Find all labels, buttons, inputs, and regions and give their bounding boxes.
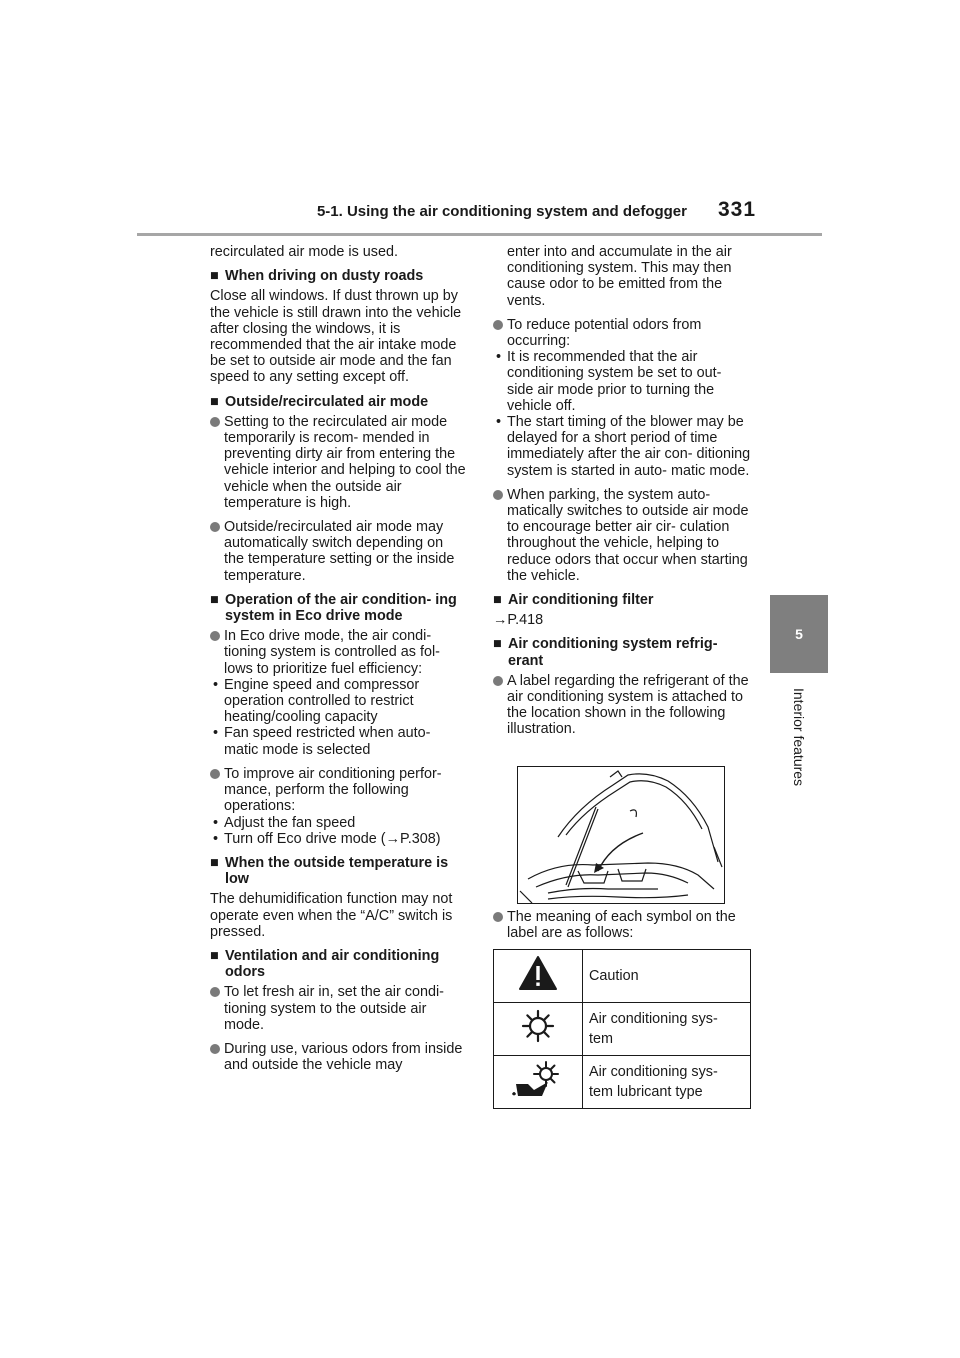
open-hood-drawing	[518, 767, 724, 903]
symbol-label: Air conditioning sys- tem lubricant type	[583, 1056, 751, 1109]
low-temp-body: The dehumidification function may not operate even when the “A/C” switch is pressed.	[210, 891, 453, 940]
list-item: The meaning of each symbol on the label are as follows:	[493, 909, 751, 941]
sub-list-item: • The start timing of the blower may be delayed for a short period of time immediately after the air con- ditioning system is started in auto- matic mode.	[496, 414, 751, 479]
right-column	[493, 244, 751, 746]
hood-illustration	[517, 766, 725, 904]
square-bullet-icon: ■	[210, 591, 219, 608]
list-item: In Eco drive mode, the air condi- tioning system is controlled as fol- lows to prioritize fuel efficiency:	[210, 628, 466, 677]
circle-bullet-icon	[493, 676, 503, 686]
heading-outside-recirc: ■ Outside/recirculated air mode	[210, 393, 429, 410]
list-item: When parking, the system auto- matically switches to outside air mode to encourage better air cir- culation throughout the vehicle, helping to reduce odors that occur when starting the vehicle.	[493, 487, 751, 584]
snowflake-icon	[494, 1003, 583, 1056]
square-bullet-icon: ■	[493, 636, 502, 653]
circle-bullet-icon	[210, 769, 220, 779]
heading-eco-mode: ■ Operation of the air condition- ing system in Eco drive mode	[210, 591, 457, 625]
square-bullet-icon: ■	[210, 947, 219, 964]
page-reference-link[interactable]: P.418	[507, 612, 544, 629]
circle-bullet-icon	[210, 987, 220, 997]
circle-bullet-icon	[210, 522, 220, 532]
header-rule	[137, 233, 822, 236]
chapter-tab[interactable]	[770, 595, 828, 673]
sub-list-item: • It is recommended that the air conditioning system be set to out- side air mode prior to turning the vehicle off.	[496, 349, 722, 414]
list-item: During use, various odors from inside and outside the vehicle may	[210, 1041, 466, 1073]
page-number: 331	[718, 198, 757, 221]
list-item: To reduce potential odors from occurring:	[493, 317, 751, 349]
list-item: Outside/recirculated air mode may automatically switch depending on the temperature setting or the inside temperature.	[210, 519, 466, 584]
sub-list-item: • Adjust the fan speed	[213, 814, 356, 831]
symbols-intro-block	[493, 909, 751, 949]
section-title: 5-1. Using the air conditioning system and defogger	[316, 203, 687, 220]
table-row	[494, 950, 751, 1003]
page-reference-link[interactable]: P.308)	[399, 830, 441, 847]
symbol-label: Caution	[583, 950, 751, 1003]
arrow-right-icon: →	[385, 830, 400, 847]
intro-text: recirculated air mode is used.	[210, 244, 398, 260]
list-item: A label regarding the refrigerant of the air conditioning system is attached to the location shown in the following illustration.	[493, 673, 751, 738]
heading-low-temp: ■ When the outside temperature is low	[210, 854, 449, 888]
sub-list-item: • Turn off Eco drive mode (→P.308)	[213, 830, 441, 847]
square-bullet-icon: ■	[210, 854, 219, 871]
symbols-table	[493, 949, 751, 1109]
list-item: To let fresh air in, set the air condi- tioning system to the outside air mode.	[210, 984, 466, 1033]
circle-bullet-icon	[210, 631, 220, 641]
circle-bullet-icon	[210, 417, 220, 427]
sub-list-item: • Fan speed restricted when auto- matic mode is selected	[213, 725, 431, 758]
left-column	[210, 244, 466, 1081]
list-item: To improve air conditioning perfor- mance, perform the following operations:	[210, 766, 466, 815]
heading-filter: ■ Air conditioning filter	[493, 592, 654, 609]
chapter-number: 5	[795, 626, 803, 642]
square-bullet-icon: ■	[210, 393, 219, 410]
circle-bullet-icon	[210, 1044, 220, 1054]
heading-odors: ■ Ventilation and air conditioning odors	[210, 947, 440, 981]
heading-refrigerant: ■ Air conditioning system refrig- erant	[493, 636, 718, 669]
symbol-label: Air conditioning sys- tem	[583, 1003, 751, 1056]
oil-can-snowflake-icon	[494, 1056, 583, 1109]
square-bullet-icon: ■	[210, 268, 219, 285]
heading-dusty-roads: ■ When driving on dusty roads	[210, 268, 424, 285]
filter-reference	[493, 612, 751, 628]
odors-continued: enter into and accumulate in the air conditioning system. This may then cause odor to be emitted from the vents.	[507, 244, 732, 309]
square-bullet-icon: ■	[493, 592, 502, 609]
circle-bullet-icon	[493, 320, 503, 330]
dusty-roads-body: Close all windows. If dust thrown up by the vehicle is still drawn into the vehicle after closing the windows, it is recommended that the air intake mode be set to outside air mode and the fan speed to any setting except off.	[210, 288, 462, 386]
table-row	[494, 1056, 751, 1109]
arrow-right-icon: →	[493, 612, 508, 629]
circle-bullet-icon	[493, 490, 503, 500]
list-item: Setting to the recirculated air mode temporarily is recom- mended in preventing dirty air from entering the vehicle interior and helping to cool the vehicle when the outside air temperature is high.	[210, 414, 466, 511]
circle-bullet-icon	[493, 912, 503, 922]
caution-triangle-icon	[494, 950, 583, 1003]
chapter-label: Interior features	[791, 688, 807, 787]
sub-list-item: • Engine speed and compressor operation controlled to restrict heating/cooling capacity	[213, 676, 420, 726]
table-row	[494, 1003, 751, 1056]
